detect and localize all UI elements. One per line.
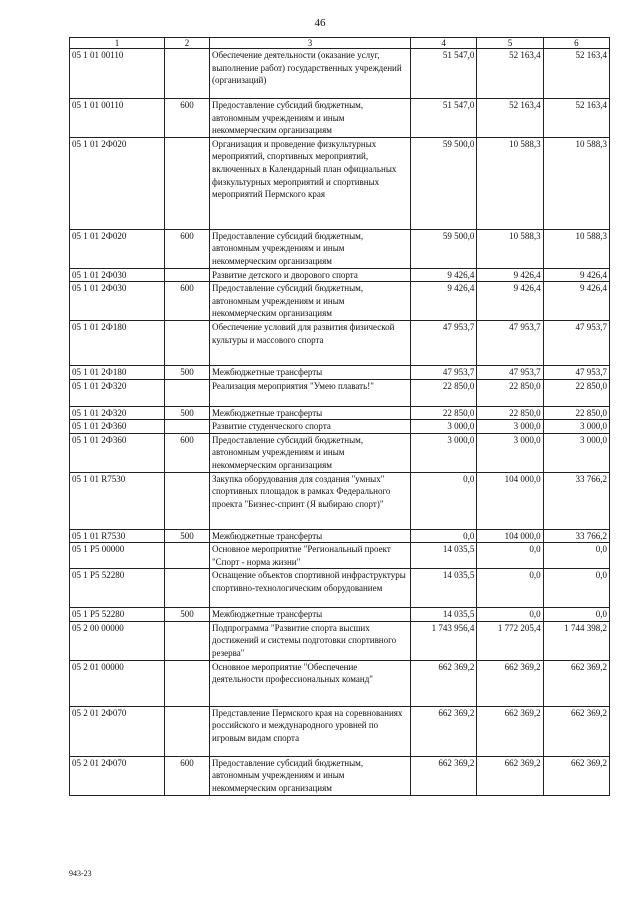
expense-type-cell (165, 569, 210, 608)
table-row (70, 621, 610, 660)
expense-type-cell: 600 (165, 99, 210, 138)
table-row (70, 137, 610, 229)
amount-cell-5: 0,0 (477, 569, 543, 608)
target-code-cell: 05 1 P5 52280 (70, 569, 165, 608)
expense-type-cell: 500 (165, 365, 210, 379)
amount-cell-6: 0,0 (543, 569, 609, 608)
amount-cell-6: 10 588,3 (543, 229, 609, 268)
target-code-cell: 05 2 00 00000 (70, 621, 165, 660)
expense-type-cell (165, 49, 210, 99)
name-cell: Организация и проведение физкультурных мероприятий, спортивных мероприятий, включенных в Календарный план официальных физкультурных мероприятий и спортивных мероприятий Пермского края (210, 137, 411, 229)
amount-cell-6: 47 953,7 (543, 365, 609, 379)
amount-cell-4: 1 743 956,4 (411, 621, 477, 660)
expense-type-cell (165, 320, 210, 365)
name-cell: Предоставление субсидий бюджетным, автономным учреждениям и иным некоммерческим организациям (210, 433, 411, 472)
table-row (70, 433, 610, 472)
amount-cell-5: 3 000,0 (477, 420, 543, 434)
amount-cell-5: 22 850,0 (477, 406, 543, 420)
name-cell: Закупка оборудования для создания "умных" спортивных площадок в рамках Федерального проекта "Бизнес-спринт (Я выбираю спорт)" (210, 472, 411, 529)
table-row (70, 756, 610, 795)
amount-cell-5: 9 426,4 (477, 268, 543, 282)
name-cell: Основное мероприятие "Обеспечение деятельности профессиональных команд" (210, 660, 411, 706)
target-code-cell: 05 1 01 2Ф320 (70, 406, 165, 420)
target-code-cell: 05 1 01 R7530 (70, 472, 165, 529)
target-code-cell: 05 2 01 2Ф070 (70, 756, 165, 795)
amount-cell-4: 3 000,0 (411, 433, 477, 472)
expense-type-cell (165, 420, 210, 434)
name-cell: Межбюджетные трансферты (210, 608, 411, 622)
amount-cell-4: 47 953,7 (411, 365, 477, 379)
amount-cell-4: 662 369,2 (411, 756, 477, 795)
expense-type-cell: 500 (165, 529, 210, 543)
target-code-cell: 05 1 01 R7530 (70, 529, 165, 543)
expense-type-cell: 600 (165, 433, 210, 472)
amount-cell-6: 52 163,4 (543, 49, 609, 99)
amount-cell-4: 47 953,7 (411, 320, 477, 365)
expense-type-cell (165, 660, 210, 706)
table-row (70, 282, 610, 321)
amount-cell-6: 662 369,2 (543, 706, 609, 756)
target-code-cell: 05 1 01 00110 (70, 99, 165, 138)
table-body (70, 49, 610, 796)
expense-type-cell (165, 543, 210, 569)
amount-cell-4: 662 369,2 (411, 660, 477, 706)
amount-cell-4: 14 035,5 (411, 543, 477, 569)
table-header-row (70, 38, 610, 49)
table-row (70, 608, 610, 622)
target-code-cell: 05 1 P5 52280 (70, 608, 165, 622)
table-row (70, 543, 610, 569)
amount-cell-4: 0,0 (411, 529, 477, 543)
target-code-cell: 05 1 01 2Ф180 (70, 365, 165, 379)
amount-cell-4: 14 035,5 (411, 569, 477, 608)
name-cell: Межбюджетные трансферты (210, 529, 411, 543)
amount-cell-6: 0,0 (543, 608, 609, 622)
amount-cell-5: 22 850,0 (477, 379, 543, 406)
name-cell: Обеспечение деятельности (оказание услуг, выполнение работ) государственных учреждений (организаций) (210, 49, 411, 99)
amount-cell-4: 662 369,2 (411, 706, 477, 756)
amount-cell-5: 9 426,4 (477, 282, 543, 321)
name-cell: Реализация мероприятия "Умею плавать!" (210, 379, 411, 406)
document-code: 943-23 (69, 869, 92, 878)
target-code-cell: 05 1 P5 00000 (70, 543, 165, 569)
amount-cell-6: 22 850,0 (543, 406, 609, 420)
expense-type-cell (165, 706, 210, 756)
table-row (70, 268, 610, 282)
name-cell: Обеспечение условий для развития физической культуры и массового спорта (210, 320, 411, 365)
amount-cell-5: 3 000,0 (477, 433, 543, 472)
target-code-cell: 05 1 01 2Ф360 (70, 433, 165, 472)
expense-type-cell (165, 137, 210, 229)
name-cell: Межбюджетные трансферты (210, 406, 411, 420)
amount-cell-5: 662 369,2 (477, 756, 543, 795)
expense-type-cell (165, 621, 210, 660)
name-cell: Оснащение объектов спортивной инфраструктуры спортивно-технологическим оборудованием (210, 569, 411, 608)
table-row (70, 569, 610, 608)
expense-type-cell: 600 (165, 756, 210, 795)
target-code-cell: 05 1 01 2Ф020 (70, 137, 165, 229)
name-cell: Основное мероприятие "Региональный проект "Спорт - норма жизни" (210, 543, 411, 569)
amount-cell-6: 9 426,4 (543, 282, 609, 321)
amount-cell-4: 0,0 (411, 472, 477, 529)
target-code-cell: 05 2 01 00000 (70, 660, 165, 706)
target-code-cell: 05 1 01 2Ф030 (70, 268, 165, 282)
name-cell: Развитие детского и дворового спорта (210, 268, 411, 282)
table-row (70, 472, 610, 529)
table-row (70, 99, 610, 138)
column-header: 3 (210, 38, 411, 49)
column-header: 2 (165, 38, 210, 49)
table-row (70, 365, 610, 379)
amount-cell-6: 47 953,7 (543, 320, 609, 365)
target-code-cell: 05 1 01 2Ф180 (70, 320, 165, 365)
name-cell: Развитие студенческого спорта (210, 420, 411, 434)
amount-cell-5: 662 369,2 (477, 660, 543, 706)
amount-cell-4: 14 035,5 (411, 608, 477, 622)
amount-cell-6: 22 850,0 (543, 379, 609, 406)
name-cell: Предоставление субсидий бюджетным, автономным учреждениям и иным некоммерческим организациям (210, 756, 411, 795)
amount-cell-4: 59 500,0 (411, 137, 477, 229)
amount-cell-5: 104 000,0 (477, 472, 543, 529)
amount-cell-5: 0,0 (477, 543, 543, 569)
amount-cell-6: 52 163,4 (543, 99, 609, 138)
amount-cell-6: 10 588,3 (543, 137, 609, 229)
amount-cell-6: 9 426,4 (543, 268, 609, 282)
amount-cell-5: 10 588,3 (477, 137, 543, 229)
column-header: 4 (411, 38, 477, 49)
name-cell: Межбюджетные трансферты (210, 365, 411, 379)
table-row (70, 229, 610, 268)
target-code-cell: 05 1 01 2Ф020 (70, 229, 165, 268)
amount-cell-6: 3 000,0 (543, 433, 609, 472)
expense-type-cell: 500 (165, 608, 210, 622)
expense-type-cell: 600 (165, 229, 210, 268)
amount-cell-5: 662 369,2 (477, 706, 543, 756)
budget-table (69, 37, 610, 796)
amount-cell-4: 3 000,0 (411, 420, 477, 434)
amount-cell-5: 52 163,4 (477, 49, 543, 99)
target-code-cell: 05 2 01 2Ф070 (70, 706, 165, 756)
amount-cell-6: 33 766,2 (543, 472, 609, 529)
target-code-cell: 05 1 01 2Ф360 (70, 420, 165, 434)
amount-cell-4: 51 547,0 (411, 49, 477, 99)
amount-cell-6: 1 744 398,2 (543, 621, 609, 660)
amount-cell-5: 47 953,7 (477, 365, 543, 379)
amount-cell-5: 1 772 205,4 (477, 621, 543, 660)
column-header: 5 (477, 38, 543, 49)
name-cell: Предоставление субсидий бюджетным, автономным учреждениям и иным некоммерческим организациям (210, 282, 411, 321)
amount-cell-4: 22 850,0 (411, 379, 477, 406)
expense-type-cell (165, 472, 210, 529)
amount-cell-4: 51 547,0 (411, 99, 477, 138)
amount-cell-5: 47 953,7 (477, 320, 543, 365)
amount-cell-5: 52 163,4 (477, 99, 543, 138)
expense-type-cell: 600 (165, 282, 210, 321)
table-row (70, 660, 610, 706)
table-row (70, 49, 610, 99)
expense-type-cell: 500 (165, 406, 210, 420)
amount-cell-6: 662 369,2 (543, 756, 609, 795)
column-header: 1 (70, 38, 165, 49)
expense-type-cell (165, 268, 210, 282)
column-header: 6 (543, 38, 609, 49)
amount-cell-6: 33 766,2 (543, 529, 609, 543)
table-row (70, 420, 610, 434)
target-code-cell: 05 1 01 2Ф320 (70, 379, 165, 406)
target-code-cell: 05 1 01 00110 (70, 49, 165, 99)
amount-cell-4: 22 850,0 (411, 406, 477, 420)
table-row (70, 706, 610, 756)
amount-cell-4: 59 500,0 (411, 229, 477, 268)
amount-cell-6: 662 369,2 (543, 660, 609, 706)
amount-cell-6: 0,0 (543, 543, 609, 569)
name-cell: Подпрограмма "Развитие спорта высших достижений и системы подготовки спортивного резерва" (210, 621, 411, 660)
name-cell: Представление Пермского края на соревнованиях российского и международного уровней по игровым видам спорта (210, 706, 411, 756)
table-row (70, 529, 610, 543)
table-row (70, 406, 610, 420)
amount-cell-4: 9 426,4 (411, 268, 477, 282)
name-cell: Предоставление субсидий бюджетным, автономным учреждениям и иным некоммерческим организациям (210, 229, 411, 268)
name-cell: Предоставление субсидий бюджетным, автономным учреждениям и иным некоммерческим организациям (210, 99, 411, 138)
amount-cell-4: 9 426,4 (411, 282, 477, 321)
amount-cell-6: 3 000,0 (543, 420, 609, 434)
table-row (70, 320, 610, 365)
page-number: 46 (314, 17, 326, 29)
amount-cell-5: 0,0 (477, 608, 543, 622)
expense-type-cell (165, 379, 210, 406)
amount-cell-5: 10 588,3 (477, 229, 543, 268)
amount-cell-5: 104 000,0 (477, 529, 543, 543)
table-row (70, 379, 610, 406)
target-code-cell: 05 1 01 2Ф030 (70, 282, 165, 321)
